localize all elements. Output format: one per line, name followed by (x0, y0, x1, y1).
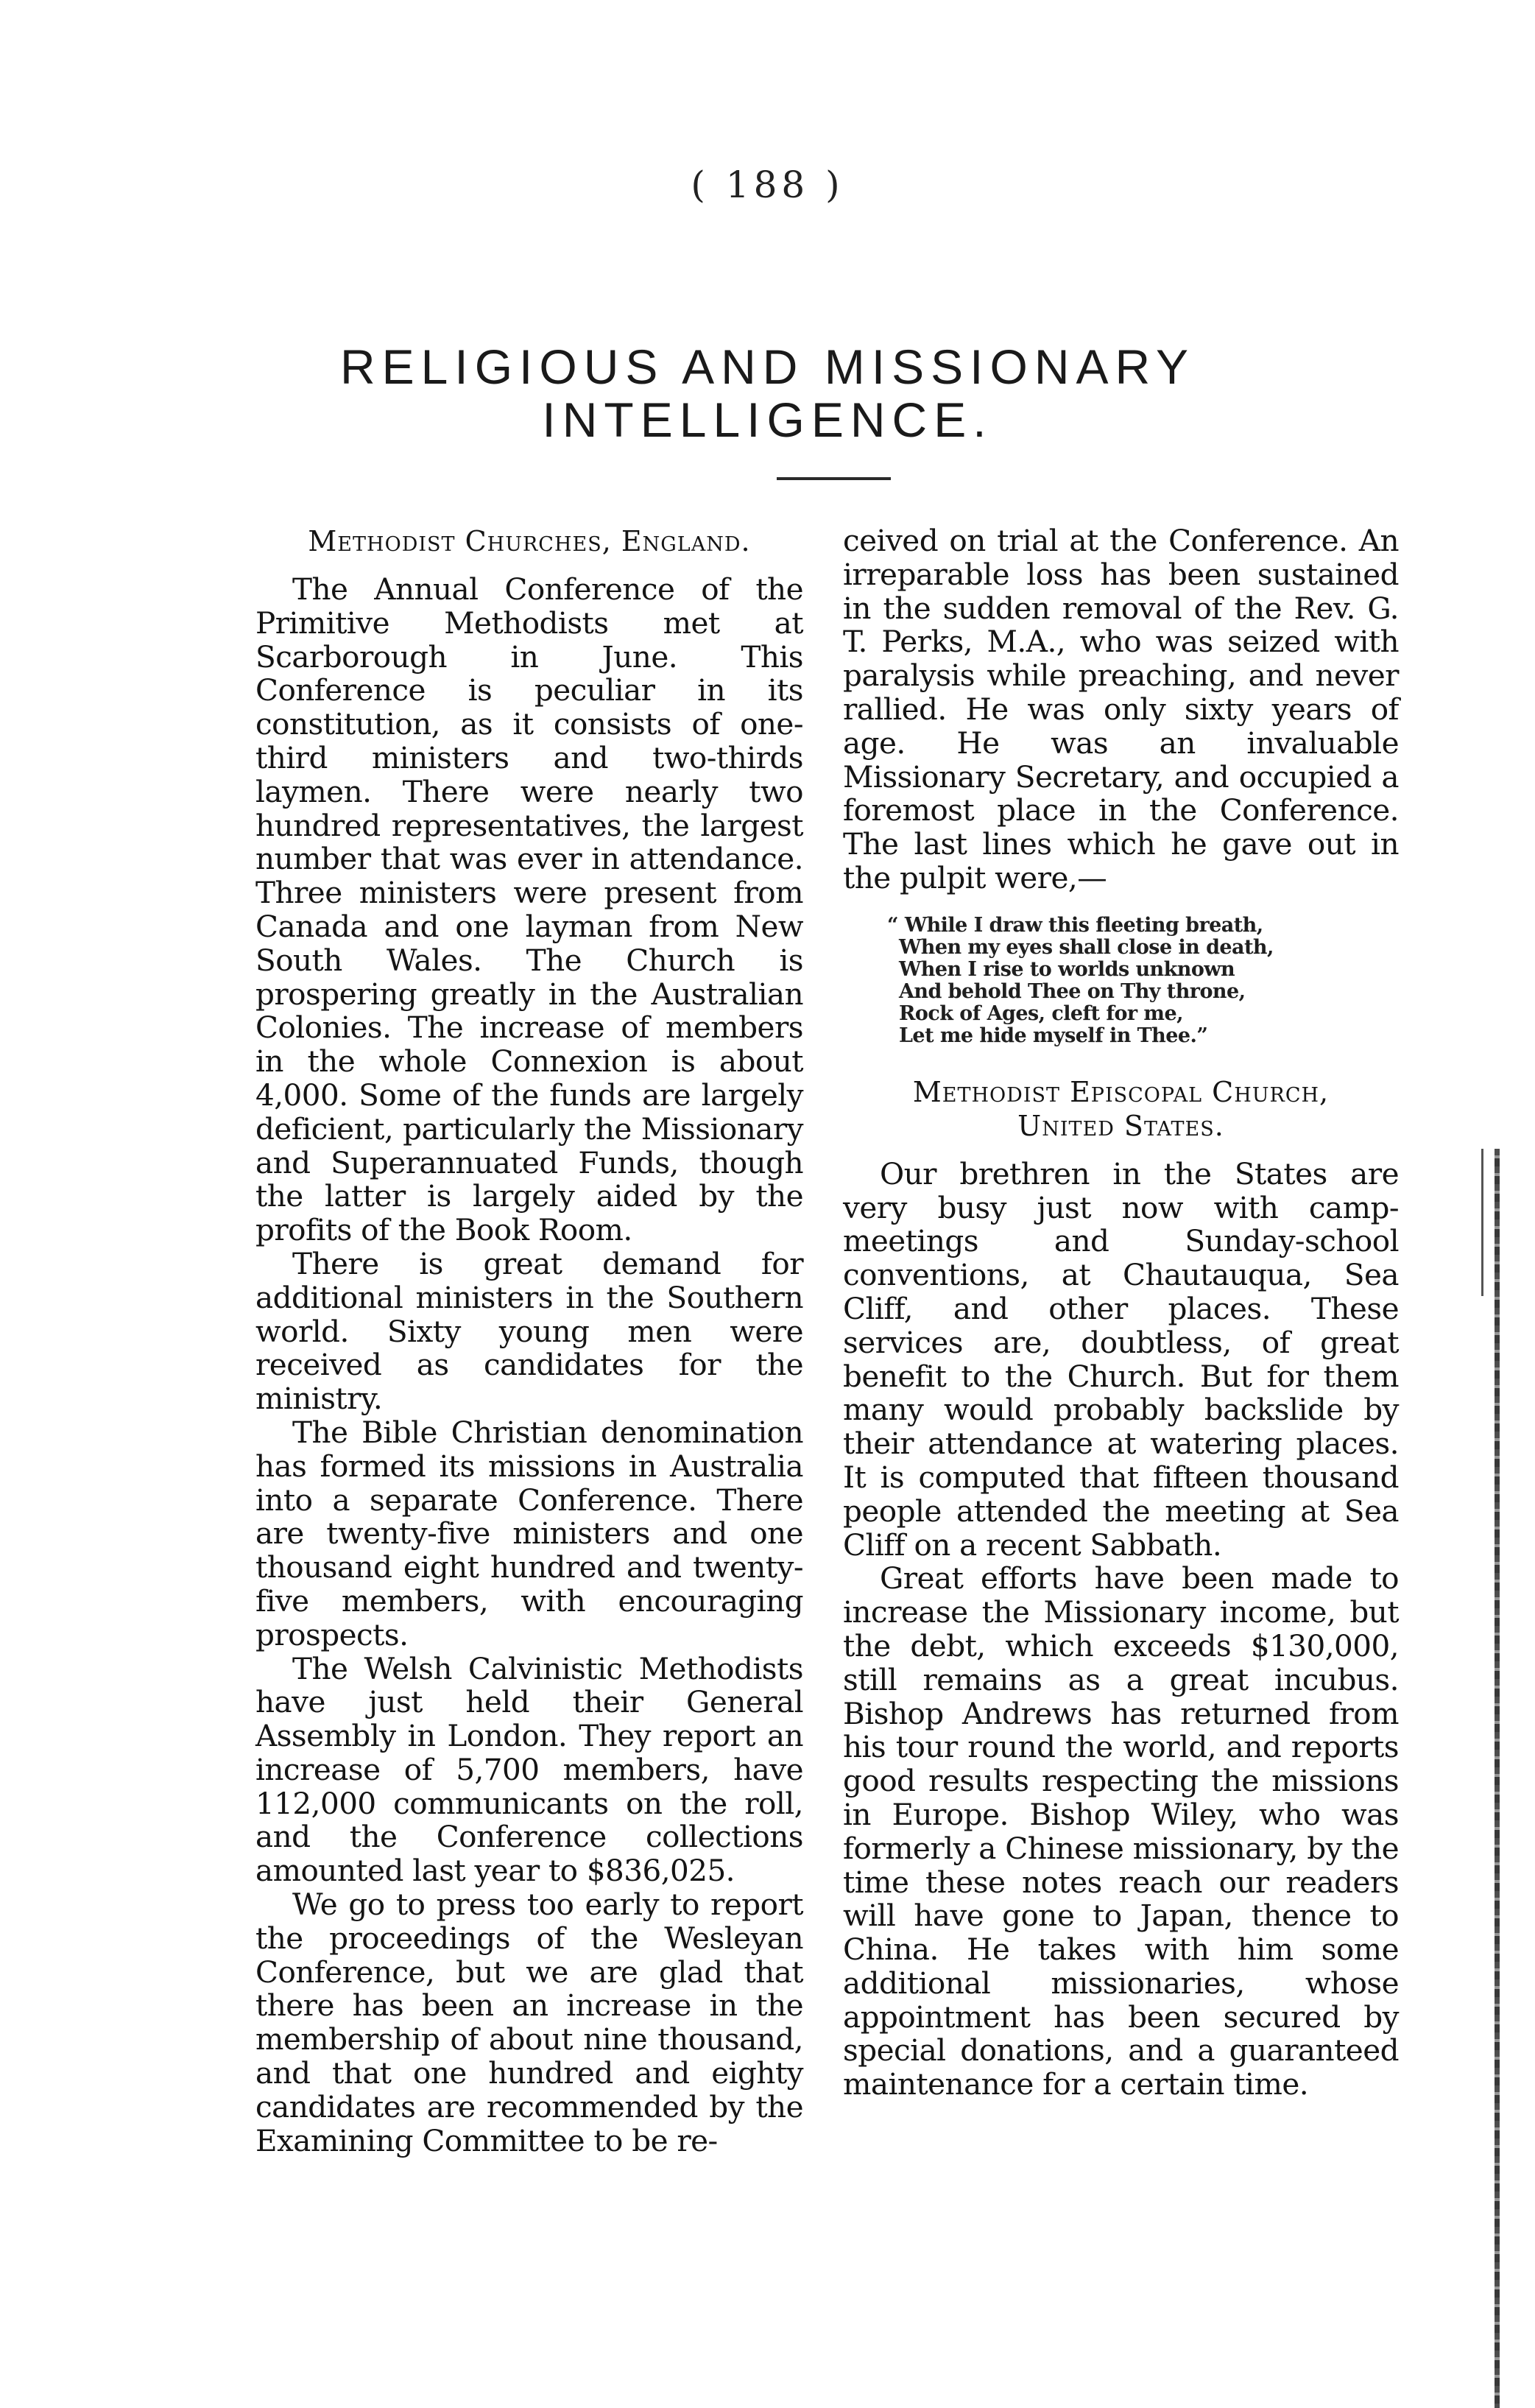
page-title (0, 340, 1535, 446)
article-paragraph: The Annual Conference of the Primitive Methodists met at Scarborough in June. This Conference is peculiar in its constitution, as it consists of one-third ministers and two-thirds laymen. There were nearly two hundred representatives, the largest number that was ever in attendance. Three ministers were present from Canada and one layman from New South Wales. The Church is prospering greatly in the Australian Colonies. The increase of members in the whole Connexion is about 4,000. Some of the funds are largely deficient, particularly the Missionary and Superannuated Funds, though the latter is largely aided by the profits of the Book Room. (255, 571, 803, 1248)
hymn-line: Rock of Ages, cleft for me, (899, 1001, 1183, 1025)
hymn-line: When I rise to worlds unknown (899, 957, 1235, 981)
page-number: ( 188 ) (691, 163, 844, 206)
article-paragraph: Great efforts have been made to increase the Missionary income, but the debt, which exceeds $130,000, still remains as a great incubus. Bishop Andrews has returned from his tour round the world, and reports good results respecting the missions in Europe. Bishop Wiley, who was formerly a Chinese missionary, by the time these notes reach our readers will have gone to Japan, thence to China. He takes with him some additional missionaries, whose appointment has been secured by special donations, and a guaranteed maintenance for a certain time. (843, 1560, 1399, 2102)
hymn-quotation (843, 915, 1399, 1047)
page-title-line-2: INTELLIGENCE. (542, 392, 993, 447)
left-column (255, 524, 803, 2158)
article-paragraph-continued: ceived on trial at the Conference. An irreparable loss has been sustained in the sudden removal of the Rev. G. T. Perks, M.A., who was seized with paralysis while preaching, and never rallied. He was only sixty years of age. He was an invaluable Missionary Secretary, and occupied a foremost place in the Conference. The last lines which he gave out in the pulpit were,— (843, 523, 1399, 895)
page-title-line-1: RELIGIOUS AND MISSIONARY (339, 339, 1195, 394)
article-paragraph: There is great demand for additional ministers in the Southern world. Sixty young men were received as candidates for the ministry. (255, 1245, 803, 1417)
article-paragraph: We go to press too early to report the proceedings of the Wesleyan Conference, but we are glad that there has been an increase in the membership of about nine thousand, and that one hundred and eighty candidates are recommended by the Examining Committee to be re- (255, 1887, 803, 2158)
section-heading-line-1: Methodist Episcopal Church, (912, 1075, 1330, 1108)
hymn-line: And behold Thee on Thy throne, (899, 979, 1246, 1003)
hymn-line: “ While I draw this fleeting breath, (887, 913, 1263, 937)
scan-edge-mark (1481, 1149, 1483, 1296)
section-heading-methodist-episcopal-church (843, 1075, 1399, 1143)
section-heading-line-2: United States. (1017, 1109, 1224, 1142)
scan-edge-shadow (1495, 1149, 1500, 2408)
title-divider (777, 477, 891, 480)
section-heading-methodist-churches-england: Methodist Churches, England. (308, 525, 751, 557)
article-paragraph: The Welsh Calvinistic Methodists have just held their General Assembly in London. They report an increase of 5,700 members, have 112,000 communicants on the roll, and the Conference collections amounted last year to $836,025. (255, 1650, 803, 1889)
article-paragraph: The Bible Christian denomination has formed its missions in Australia into a separate Conference. There are twenty-five ministers and one thousand eight hundred and twenty-five members, with encouraging prospects. (255, 1414, 803, 1652)
hymn-line: When my eyes shall close in death, (899, 935, 1274, 959)
article-paragraph: Our brethren in the States are very busy just now with camp-meetings and Sunday-school conventions, at Chautauqua, Sea Cliff, and other places. These services are, doubtless, of great benefit to the Church. But for them many would probably backslide by their attendance at watering places. It is computed that fifteen thousand people attended the meeting at Sea Cliff on a recent Sabbath. (843, 1155, 1399, 1563)
hymn-line: Let me hide myself in Thee.” (899, 1024, 1208, 1047)
right-column (843, 524, 1399, 2102)
